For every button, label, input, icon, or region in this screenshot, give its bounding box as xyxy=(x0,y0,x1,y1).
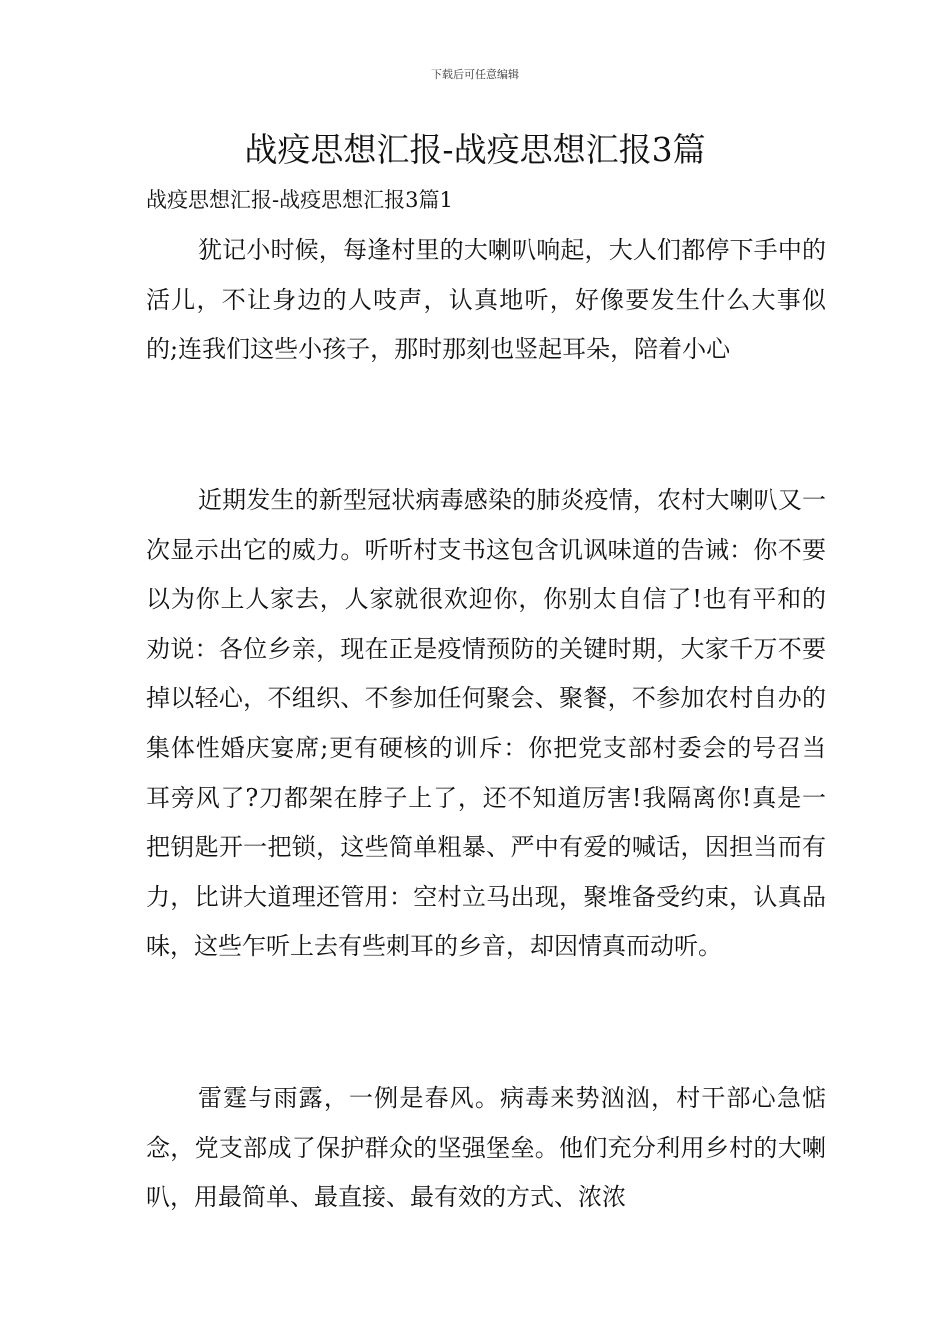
paragraph-1: 犹记小时候，每逢村里的大喇叭响起，大人们都停下手中的活儿，不让身边的人吱声，认真地听，好像要发生什么大事似的;连我们这些小孩子，那时那刻也竖起耳朵，陪着小心 xyxy=(146,236,826,364)
header-note: 下载后可任意编辑 xyxy=(431,68,519,81)
document-title: 战疫思想汇报-战疫思想汇报3篇 xyxy=(244,130,706,169)
paragraph-2: 近期发生的新型冠状病毒感染的肺炎疫情，农村大喇叭又一次显示出它的威力。听听村支书这包含讥讽味道的告诫：你不要以为你上人家去，人家就很欢迎你，你别太自信了!也有平和的劝说：各位乡亲，现在正是疫情预防的关键时期，大家千万不要掉以轻心，不组织、不参加任何聚会、聚餐，不参加农村自办的集体性婚庆宴席;更有硬核的训斥：你把党支部村委会的号召当耳旁风了?刀都架在脖子上了，还不知道厉害!我隔离你!真是一把钥匙开一把锁，这些简单粗暴、严中有爱的喊话，因担当而有力，比讲大道理还管用：空村立马出现，聚堆备受约束，认真品味，这些乍听上去有些刺耳的乡音，却因情真而动听。 xyxy=(146,486,826,961)
document-subtitle: 战疫思想汇报-战疫思想汇报3篇1 xyxy=(146,188,453,212)
paragraph-3: 雷霆与雨露，一例是春风。病毒来势汹汹，村干部心急惦念，党支部成了保护群众的坚强堡垒。他们充分利用乡村的大喇叭，用最简单、最直接、最有效的方式、浓浓 xyxy=(146,1084,826,1212)
